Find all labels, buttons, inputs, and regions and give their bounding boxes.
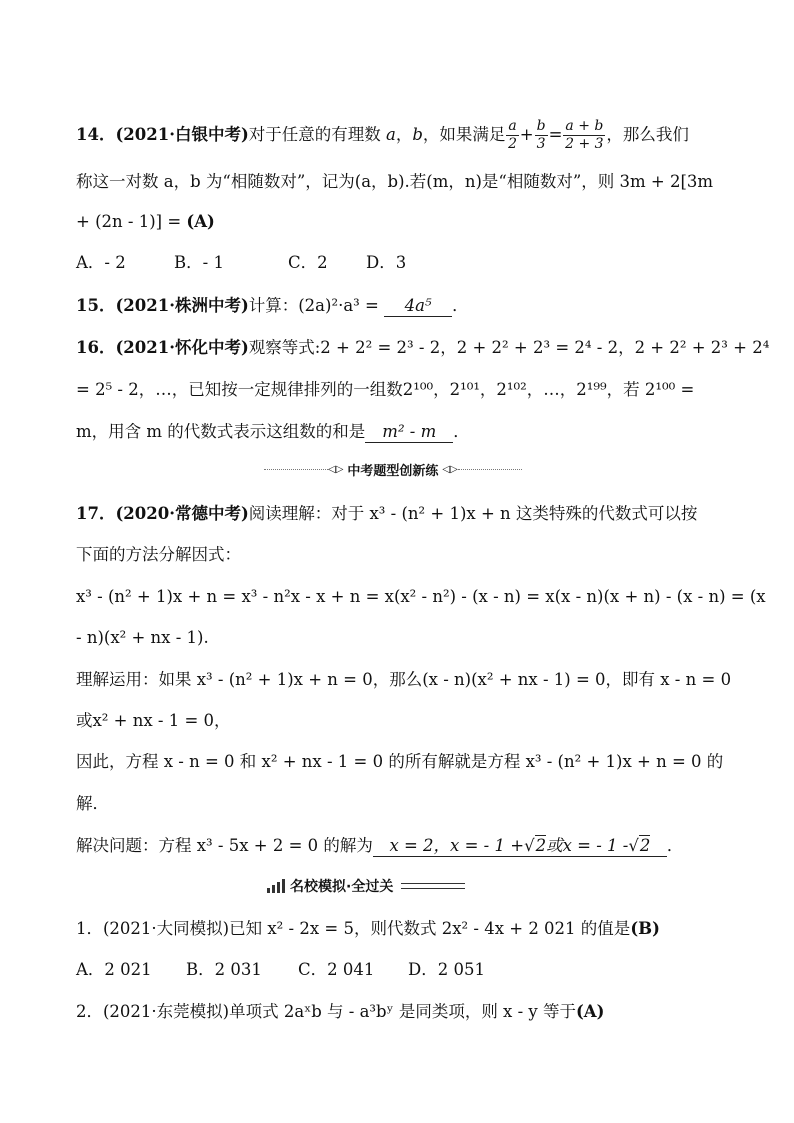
m1-source: (2021·大同模拟)	[103, 919, 230, 938]
separator-label: 中考题型创新练	[347, 464, 439, 479]
q14-text-b: ，如果满足	[422, 125, 506, 144]
q16-line1	[76, 338, 769, 358]
q14-text-c: ，那么我们	[606, 125, 689, 144]
q17-answer-part-c: 或x = - 1 -	[546, 836, 629, 855]
q15-number: 15．	[76, 296, 116, 315]
m1-option-a: A．2 021	[76, 960, 152, 979]
q17-line1	[76, 504, 697, 524]
q16-line1-text: 观察等式:2 + 2² = 2³ - 2，2 + 2² + 2³ = 2⁴ - 2，2 + 2² + 2³ + 2⁴	[248, 338, 770, 357]
section-header	[266, 876, 465, 896]
m1-option-c: C．2 041	[298, 960, 375, 979]
q17-source: (2020·常德中考)	[115, 504, 249, 523]
separator-left-line	[264, 469, 328, 470]
q17-line2: 下面的方法分解因式：	[76, 545, 241, 564]
m1-line	[76, 919, 660, 939]
section-double-line	[401, 883, 465, 889]
m2-answer: (A)	[576, 1002, 605, 1021]
q16-source: (2021·怀化中考)	[115, 338, 249, 357]
q17-line9	[76, 836, 683, 857]
q15-text: 计算：(2a)²·a³ =	[248, 296, 385, 315]
q16-end: ．	[453, 422, 470, 441]
q14-text-a: 对于任意的有理数	[248, 125, 381, 144]
q17-answer	[373, 836, 667, 857]
q14-line1: 14．(2021·白银中考)对于任意的有理数 a，b，如果满足 $\frac{a}{2}$ + $\frac{b}{3}$ = $\frac{a + b}{2 + 3}$ ，那么我们	[76, 118, 689, 152]
separator-innovation	[264, 460, 522, 479]
q17-line8: 解．	[76, 794, 109, 813]
separator-right-icon: ◁▷	[442, 464, 458, 475]
fraction-b-over-3: $\frac{b}{3}$	[536, 118, 546, 152]
q14-source: (2021·白银中考)	[115, 125, 249, 144]
q14-option-d: D．3	[366, 253, 407, 272]
separator-right-line	[458, 469, 522, 470]
q14-line2: 称这一对数 a，b 为“相随数对”，记为(a，b).若(m，n)是“相随数对”，则 3m + 2[3m	[76, 172, 714, 191]
separator-left-icon: ◁▷	[328, 464, 344, 475]
q15-source: (2021·株洲中考)	[115, 296, 249, 315]
q17-line4: - n)(x² + nx - 1).	[76, 628, 209, 647]
q14-options	[76, 253, 406, 273]
var-b: b	[412, 125, 423, 144]
q16-line3	[76, 422, 470, 443]
m2-line	[76, 1002, 604, 1022]
q16-line2: = 2⁵ - 2，…，已知按一定规律排列的一组数2¹⁰⁰，2¹⁰¹，2¹⁰²，…，2¹⁹⁹，若 2¹⁰⁰ =	[76, 380, 695, 399]
q14-answer: (A)	[186, 212, 215, 231]
q16-number: 16．	[76, 338, 116, 357]
q16-answer: m² - m	[365, 422, 453, 443]
q17-answer-radicand-2: 2	[639, 836, 651, 855]
q17-line9-text: 解决问题：方程 x³ - 5x + 2 = 0 的解为	[76, 836, 373, 855]
m1-text: 已知 x² - 2x = 5，则代数式 2x² - 4x + 2 021 的值是	[229, 919, 631, 938]
sqrt-icon: √	[628, 836, 639, 855]
q17-end: ．	[666, 836, 684, 855]
fraction-sum: $\frac{a + b}{2 + 3}$	[565, 118, 604, 152]
q17-answer-part-a: x = 2，x = - 1 +	[389, 836, 525, 855]
q14-option-b: B．- 1	[174, 253, 224, 272]
m1-answer: (B)	[630, 919, 660, 938]
q14-line3	[76, 212, 215, 232]
bar-chart-icon	[266, 879, 286, 893]
m2-number: 2．	[76, 1002, 103, 1021]
q17-line7: 因此，方程 x - n = 0 和 x² + nx - 1 = 0 的所有解就是方程 x³ - (n² + 1)x + n = 0 的	[76, 752, 724, 771]
m2-source: (2021·东莞模拟)	[103, 1002, 230, 1021]
m1-options	[76, 960, 485, 980]
section-label: 名校模拟·全过关	[290, 879, 394, 895]
m1-option-d: D．2 051	[408, 960, 485, 979]
q15-answer: 4a⁵	[384, 296, 452, 317]
q14-option-c: C．2	[288, 253, 328, 272]
q14-number: 14．	[76, 125, 116, 144]
q16-line3-text: m，用含 m 的代数式表示这组数的和是	[76, 422, 366, 441]
q17-line5: 理解运用：如果 x³ - (n² + 1)x + n = 0，那么(x - n)(x² + nx - 1) = 0，即有 x - n = 0	[76, 670, 732, 689]
m2-text: 单项式 2aˣb 与 - a³bʸ 是同类项，则 x - y 等于	[229, 1002, 576, 1021]
fraction-a-over-2: $\frac{a}{2}$	[508, 118, 518, 152]
q17-answer-radicand-1: 2	[535, 836, 547, 855]
q14-line3-text: + (2n - 1)] =	[76, 212, 187, 231]
q14-option-a: A．- 2	[76, 253, 126, 272]
q17-line1-text: 阅读理解：对于 x³ - (n² + 1)x + n 这类特殊的代数式可以按	[248, 504, 698, 523]
sqrt-icon: √	[524, 836, 535, 855]
q17-line3: x³ - (n² + 1)x + n = x³ - n²x - x + n = x(x² - n²) - (x - n) = x(x - n)(x + n) - (x - n) = (x	[76, 587, 766, 606]
m1-number: 1．	[76, 919, 103, 938]
q17-line6: 或x² + nx - 1 = 0，	[76, 711, 231, 730]
q17-number: 17．	[76, 504, 116, 523]
m1-option-b: B．2 031	[186, 960, 262, 979]
var-a: a	[386, 125, 396, 144]
q15-line	[76, 296, 469, 317]
q15-end: ．	[452, 296, 469, 315]
